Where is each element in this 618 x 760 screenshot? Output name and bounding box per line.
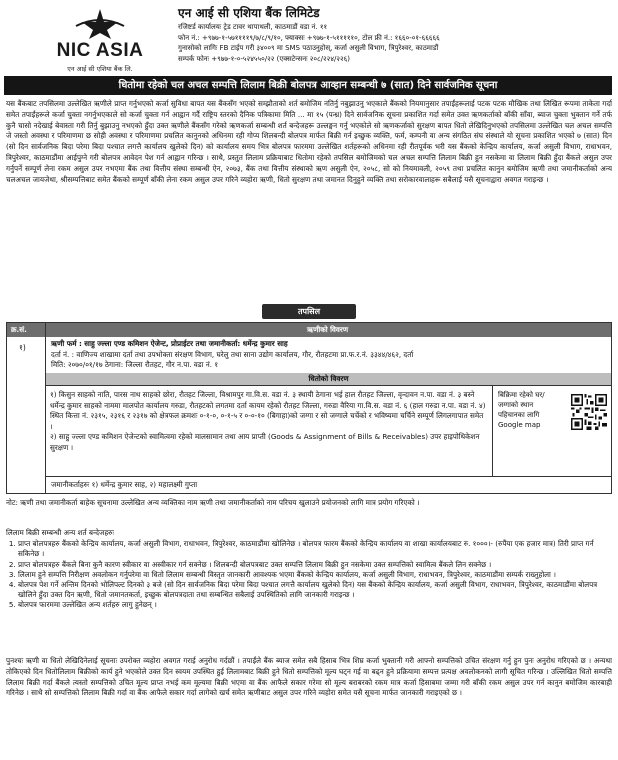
terms-item: 1. प्राप्त बोलपत्रहरु बैंकको केन्द्रिय कार्यालय, कर्जा असुली विभाग, राधाभवन, त्रिपुरेश्वर, काठमाडौंमा खोलिनेछ । बोलपत्र फारम बैंकको केन्द्रिय कार्यालय वा शाखा कार्यालयबाट रु. १०००।- (रुपैंया एक हजार मात्र) तिरी प्राप्त गर्न सकिनेछ । (18, 539, 612, 559)
bank-name: एन आई सी एशिया बैंक लिमिटेड (178, 6, 320, 20)
bank-info-line: सम्पर्क फोनः +९७७-१-०-५२४५५०/२२ (एक्सटेन्सनः २०८/२२४/२२६) (178, 54, 350, 63)
borrower-label: ऋणी फर्म : (51, 339, 82, 348)
collateral-section (46, 385, 611, 477)
google-map-label: बिक्रिमा रहेको घर/जग्गाको स्थान पहिचानका लागि Google map (498, 391, 545, 429)
guarantors: जमानीकर्ताहरुः १) धर्मेन्द्र कुमार साह, २) महालक्ष्मी गुप्ता (51, 480, 198, 489)
brand-name: NIC ASIA (56, 40, 144, 61)
terms-title: लिलाम बिक्री सम्बन्धी अन्य शर्त बन्देजहरुः (6, 528, 114, 537)
borrower-details (51, 339, 607, 371)
col-detail-header: ऋणीको विवरण (307, 325, 349, 334)
terms-list (6, 539, 612, 610)
table-header (7, 323, 611, 337)
tapsil-label: तपसिल (262, 304, 356, 319)
bank-info-line: रजिष्टर्ड कार्यालयः ट्रेड टावर थापाथली, काठमाडौं वडा नं. ११ (178, 23, 328, 31)
terms-item: 5. बोलपत्र फारममा उल्लेखित अन्य शर्तहरु लागु हुनेछन् । (18, 600, 612, 610)
serial-number: १) (19, 343, 26, 352)
collateral-divider (492, 386, 493, 476)
brand-subtitle: एन आई सी एशिया बैंक लि. (67, 65, 133, 73)
terms-item: 3. लिलाम हुने सम्पत्ति निरीक्षण अवलोकन गर्नुपरेमा वा धितो लिलाम सम्बन्धी विस्तृत जानकारी आवश्यक भएमा बैंकको केन्द्रिय कार्यालय, कर्जा असुली विभाग, राधाभवन, त्रिपुरेश्वर, काठमाडौंमा सम्पर्क राख्नुहोला । (18, 570, 612, 580)
collateral-item: २) साहु ज्ल्ला एण्ड कमिशन ऐजेन्टको स्वामित्वमा रहेको मालसामान तथा आय प्राप्ती (Goods & Assignment of Bills & Receivables) उपर हाइपोथिकेशन सुरक्षण । (50, 432, 480, 452)
terms-item: 2. प्राप्त बोलपत्रहरु बैंकले बिना कुनै कारण स्वीकार वा अस्वीकार गर्न सक्नेछ । शिलबन्दी बोलपत्रबाट उक्त सम्पत्ति लिलाम बिक्री हुन नसकेमा उक्त सम्पत्तिको स्वामित्व बैंकले लिन सक्नेछ । (18, 560, 612, 570)
notice-title: धितोमा रहेको चल अचल सम्पत्ति लिलाम बिक्री बोलपत्र आव्हान सम्बन्धी ७ (सात) दिने सार्वजनिक सूचना (4, 76, 612, 95)
collateral-item: १) किसुन साहको नाति, पारस नाथ साहको छोरा, रौतहट जिल्ला, विश्रामपुर गा.वि.स. वडा नं. ३ स्थायी ठेगाना भई हाल रौतहट जिल्ला, वृन्दावन न.पा. वडा नं. ३ बस्ने धर्मेन्द्र कुमार साहको नाममा मालपोत कार्यालय गरुडा, रौतहटको लगतमा दर्ता कायम रहेको रौतहट जिल्ला, गरुडा वैरिया गा.वि.स. वडा नं. ६ (हाल गरुडा न.पा. वडा नं. ४) स्थित कित्ता नं. २३१५, २३१६ र २३१७ को क्षेत्रफल क्रमशः ०-१-०, ०-१-५ र ०-०-१० (बिगाहा)को जग्गा र सो जग्गाले चर्चेको र भविष्यमा चर्चिने सम्पूर्ण लिगलगापात समेत । (50, 390, 486, 431)
closing-paragraph: पुनश्चः ऋणी वा धितो लेखिदिनेलाई सूचनाः उपरोक्त व्यहोरा अवगत गराई अनुरोध गर्दछौं । तपाईंले बैंक ब्याज समेत सबै हिसाब भित्र शिघ्र कर्जा भुक्तानी गरी आफ्नो सम्पत्तिको उचित संरक्षण गर्नु हुन पुनः अनुरोध गरिएको छ । अन्यथा तोकिएको दिन धितोलिलाम बिक्रीको कार्य हुने भएकोले उक्त दिन स्वयम उपस्थित हुई लिलामबाट बिक्री हुने धितो सम्पत्तिको मूल्य घट्न गई वा बढ्न हुने प्रक्रियामा सम्पत्त प्रत्यक्ष अवलोकनको लागी सूचित गरिन्छ । उल्लिखित धितो सम्पत्ति लिलाम बिक्री गर्दा बैंकले त्यस्तो सम्पत्तिको उचित मूल्य प्राप्त नभई कम मूल्यमा बिक्री भएमा वा बैंक आफैले सकार गरेमा सो मूल्य बराबरको रकम मात्र कर्जा हिसाबमा जम्मा गरी बाँकी रकम असुल उपर गर्न कानुन बमोजिम कारबाही गरिनेछ । साथै सो सम्पत्तिको लिलाम बिक्री गर्दा वा बैंक आफैले सकार गर्दा लागेको खर्च समेत ऋणीबाट असुल उपर गरिने व्यहोरा समेत यसै सूचना मार्फत जानकारी गराइएको छ । (6, 656, 612, 698)
bank-info-line: फोन नं.: +९७७-१-५७११११९/७/८/९/१०, फ्याक्सः +९७७-१-५१११११०, टोल फ्री नं.: १६६०-०१-६६६६६ (178, 33, 440, 42)
bank-header (0, 0, 618, 74)
bank-info-line: गुनासोको लागिः FB टाईप गरी ३४००९ मा SMS पठाउनुहोस्, कर्जा असुली विभाग, त्रिपुरेश्वर, काठमाडौं (178, 44, 439, 52)
nic-asia-star-icon (70, 8, 130, 40)
note-text: नोट: ऋणी तथा जमानीकर्ता बाहेक सूचनामा उल्लेखित अन्य व्यक्तिका नाम ऋणी तथा जमानीकर्ताको नाम परिचय खुलाउने प्रयोजनको लागि मात्र प्रयोग गरिएको । (6, 498, 420, 507)
collateral-title: धितोको विवरण (46, 373, 611, 385)
collateral-list (50, 390, 488, 454)
bank-contact-info (178, 6, 608, 64)
qr-code-icon[interactable] (571, 394, 607, 430)
terms-item: 4. बोलपत्र पेश गर्ने अन्तिम दिनको भोलिपल्ट दिनको ३ बजे (सो दिन सार्वजनिक बिदा परेमा बिदा पश्चात लगत्तै कार्यालय खुलेको दिन) यस बैंकको केन्द्रिय कार्यालय, कर्जा असुली विभाग, राधाभवन, त्रिपुरेश्वर, काठमाडौंमा बोलपत्र खोलिने हुँदा उक्त दिन ऋणी, धितो जमानतकर्ता, इच्छुक बोलपत्रदाता तथा सम्बन्धित सबैलाई उपस्थितिको लागि जानकारी गराइन्छ । (18, 580, 612, 600)
col-sn-header: क्र.सं. (11, 325, 27, 334)
details-table (6, 322, 612, 494)
terms-section (6, 528, 612, 611)
borrower-name: साहु ज्ल्ला एण्ड कमिशन ऐजेन्ट, प्रोप्राईटर तथा जमानीकर्ता: धर्मेन्द्र कुमार साह (84, 339, 288, 348)
bank-logo (46, 8, 154, 72)
borrower-address: मिति: २०७०/०१/१७ ठेगाना: जिल्ला रौतहट, गौर न.पा. वडा नं. १ (51, 360, 219, 370)
intro-paragraph: यस बैंकबाट तपसिलमा उल्लेखित ऋणीले प्राप्त गर्नुभएको कर्जा सुविधा बापत यस बैंकसँग भएको सम्झौताको शर्त बमोजिम नतिर्नु नबुझाउनु भएकाले बैंकको नियमानुसार तपाईंहरूलाई पटक पटक मौखिक तथा लिखित रूपमा ताकेता गर्दा समेत तपाईंहरूले कर्जा चुक्ता नगर्नुभएकाले सो कर्जा चुक्ता गर्न आह्वान गर्दै राष्ट्रिय स्तरको दैनिक पत्रिकामा मिति ... मा १५ (पन्ध्र) दिने सार्वजनिक सूचना प्रकाशित गर्दा समेत उक्त ऋणकर्ताको बाँकी साँवा, ब्याज चुक्ता भुक्तान गर्ने तर्फ कुनै चासो नदेखाई बेवास्ता गरी तिर्नु बुझाउनु नभएको हुँदा उक्त ऋणीले बैंकसँग गरेको ऋणकर्जा सम्बन्धी शर्त बन्देजहरू उल्लङ्घन गर्नु भएकोले सो ऋणकर्जाको सुरक्षण बापत धितो लेखिदिनुभएको तपसिलमा उल्लेखित चल अचल सम्पत्ति जे जस्तो अवस्था र परिमाणमा छ सोही अवस्था र परिमाणमा प्रचलित कानुनको अधिनमा रही गोप्य शिलबन्दी बोलपत्र मार्फत बिक्री गर्न इच्छुक व्यक्ति, फर्म, कम्पनी वा अन्य संगठित संघ संस्थाले यो सूचना प्रकाशित भएको ७ (सात) दिन (सो दिन सार्वजनिक बिदा परेमा बिदा पश्चात लगत्तै कार्यालय खुलेको दिन) को कार्यालय समय भित्र बोलपत्र फारममा उल्लेखित शर्तहरूको अधिनमा रही रीतपूर्वक भरी यस बैंकको केन्द्रिय कार्यालय, कर्जा असुली विभाग, राधाभवन, त्रिपुरेश्वर, काठमाडौंमा आईपुग्ने गरी बोलपत्र आवेदन पेश गर्न आह्वान गरिन्छ । साथै, प्रस्तुत लिलाम प्रक्रियाबाट धितोमा रहेको तपसिल बमोजिमको चल अचल सम्पत्ति लिलाम बिक्री हुन नसकेमा वा लिलाम बिक्री हुँदा बैंकले असुल उपर गर्नुपर्ने सम्पूर्ण लेना रकम असुल उपर नभएमा बैंक तथा वित्तीय संस्था सम्बन्धी ऐन, २०७३, बैंक तथा वित्तीय संस्थाको ऋण असुली ऐन, २०५८, सो को नियमावली, २०५९ तथा प्रचलित कानुन बमोजिम ऋणी तथा जमानीकर्ताको अन्य चलअचल जायजेथा, श्रीसम्पत्तिबाट समेत बैंकको सम्पूर्ण बाँकी लेना रकम असुल उपर गरिने व्यहोरा ऋणी, धितो सुरक्षण तथा जमानत दिनुहुने व्यक्ति तथा सरोकारवालाहरू सबैलाई यसै सूचनाद्वारा अवगत गराइन्छ । (6, 99, 612, 184)
borrower-registration: दर्ता नं. : वाणिज्य शाखामा दर्ता तथा उपभोक्ता संरक्षण विभाग, घरेलु तथा साना उद्योग कार्यालय, गौर, रौतहटमा प्रा.फ.र.नं. ३३४४/४६२, दर्ता (51, 349, 414, 359)
